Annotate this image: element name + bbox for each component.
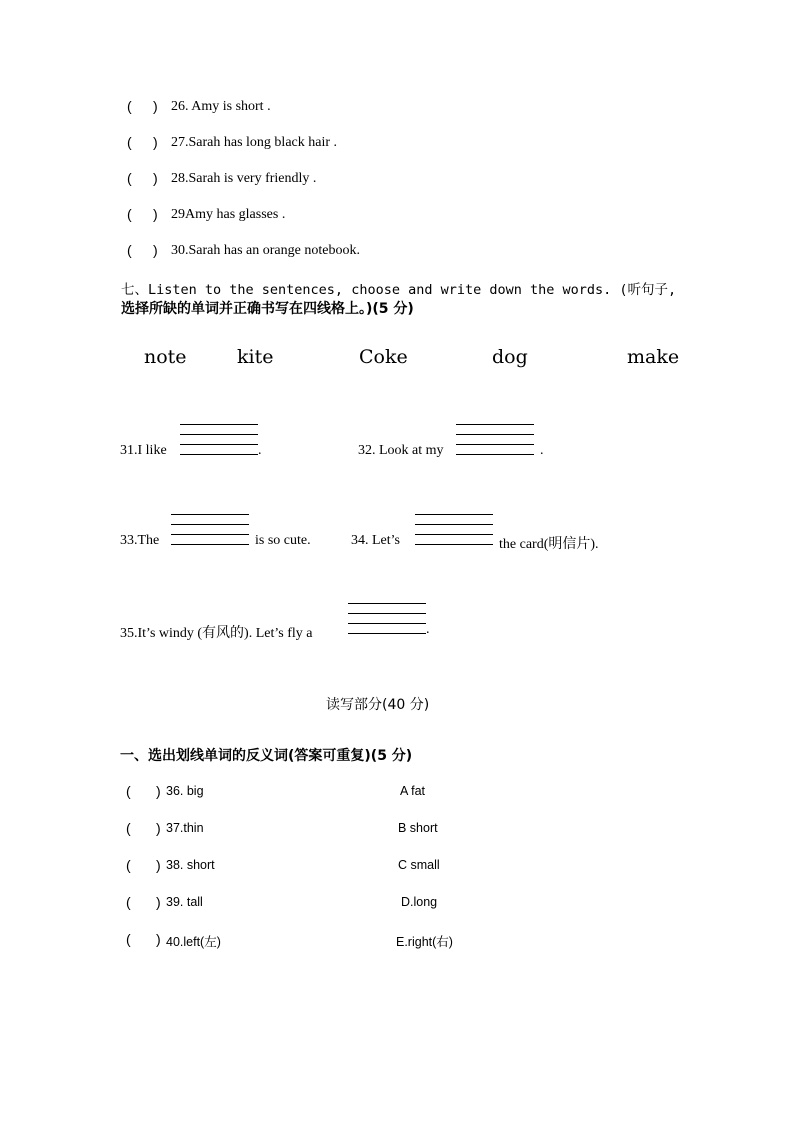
answer-paren-open: ( bbox=[127, 206, 132, 222]
answer-paren-close: ) bbox=[156, 931, 161, 947]
answer-paren-close: ) bbox=[153, 134, 158, 150]
four-line-grid[interactable] bbox=[171, 514, 249, 545]
answer-paren-close: ) bbox=[156, 820, 161, 836]
answer-paren-close: ) bbox=[153, 206, 158, 222]
word-option: Coke bbox=[359, 346, 408, 368]
answer-paren-open: ( bbox=[127, 98, 132, 114]
answer-paren-close: ) bbox=[156, 783, 161, 799]
option-text: D.long bbox=[401, 895, 438, 909]
four-line-grid[interactable] bbox=[180, 424, 258, 455]
answer-paren-close: ) bbox=[153, 242, 158, 258]
question-text: 27.Sarah has long black hair . bbox=[171, 135, 338, 150]
word-option: dog bbox=[492, 346, 528, 368]
question-text-end: . bbox=[540, 443, 544, 458]
answer-paren-open: ( bbox=[126, 820, 131, 836]
option-text: A fat bbox=[400, 784, 426, 798]
option-text: E.right(右) bbox=[396, 935, 453, 949]
word-option: note bbox=[144, 346, 187, 368]
answer-paren-open: ( bbox=[127, 170, 132, 186]
question-text: 38. short bbox=[166, 858, 215, 872]
answer-paren-close: ) bbox=[156, 857, 161, 873]
section-heading-line2: 选择所缺的单词并正确书写在四线格上。)(5 分) bbox=[121, 301, 414, 317]
answer-paren-open: ( bbox=[127, 134, 132, 150]
option-text: C small bbox=[398, 858, 440, 872]
question-text-end: . bbox=[426, 622, 430, 637]
answer-paren-open: ( bbox=[127, 242, 132, 258]
question-text-end: . bbox=[258, 443, 262, 458]
part-title: 读写部分(40 分) bbox=[326, 697, 430, 713]
four-line-grid[interactable] bbox=[456, 424, 534, 455]
question-text: 31.I like bbox=[120, 443, 167, 458]
question-text: 32. Look at my bbox=[358, 443, 444, 458]
question-text: 26. Amy is short . bbox=[171, 99, 271, 114]
question-text: 30.Sarah has an orange notebook. bbox=[171, 243, 360, 258]
section-heading: 七、Listen to the sentences, choose and write down the words. (听句子, bbox=[121, 282, 677, 298]
question-text: 29Amy has glasses . bbox=[171, 207, 286, 222]
word-option: kite bbox=[237, 346, 274, 368]
question-text: 37.thin bbox=[166, 821, 204, 835]
question-text: 28.Sarah is very friendly . bbox=[171, 171, 317, 186]
question-text-end: is so cute. bbox=[255, 533, 311, 548]
answer-paren-open: ( bbox=[126, 931, 131, 947]
four-line-grid[interactable] bbox=[348, 603, 426, 634]
answer-paren-close: ) bbox=[153, 170, 158, 186]
answer-paren-close: ) bbox=[156, 894, 161, 910]
question-text: 33.The bbox=[120, 533, 160, 548]
answer-paren-open: ( bbox=[126, 783, 131, 799]
four-line-grid[interactable] bbox=[415, 514, 493, 545]
option-text: B short bbox=[398, 821, 438, 835]
question-text-end: the card(明信片). bbox=[499, 537, 599, 552]
word-option: make bbox=[627, 346, 680, 368]
question-text: 40.left(左) bbox=[166, 935, 221, 949]
answer-paren-close: ) bbox=[153, 98, 158, 114]
section-heading: 一、选出划线单词的反义词(答案可重复)(5 分) bbox=[120, 748, 413, 764]
answer-paren-open: ( bbox=[126, 894, 131, 910]
answer-paren-open: ( bbox=[126, 857, 131, 873]
question-text: 34. Let’s bbox=[351, 533, 400, 548]
question-text: 39. tall bbox=[166, 895, 203, 909]
question-text: 35.It’s windy (有风的). Let’s fly a bbox=[120, 626, 313, 641]
question-text: 36. big bbox=[166, 784, 204, 798]
